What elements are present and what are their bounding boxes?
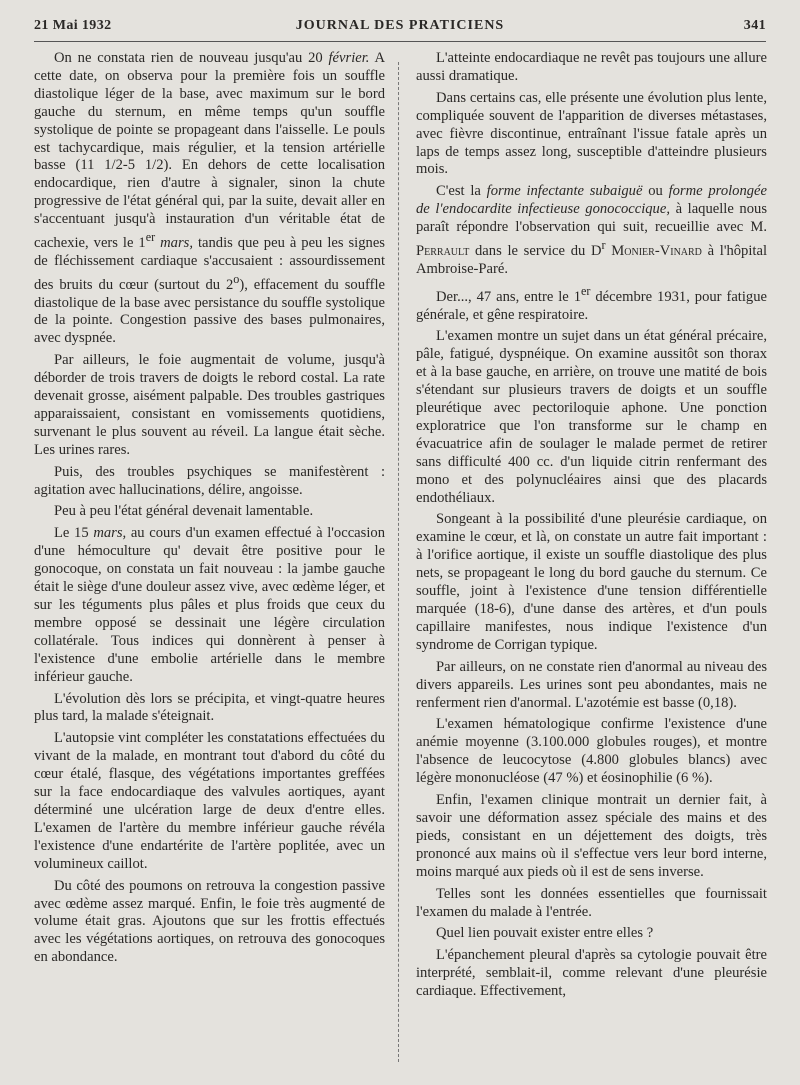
- paragraph: On ne constata rien de nouveau jusqu'au 20 février. A cette date, on observa pour la première fois un souffle diastolique léger de la base, avec maximum sur le bord gauche du sternum, en même temps qu'un souffle systolique de pointe se propageant dans l'aisselle. Le pouls est tachycardique, mais régulier, et la tension artérielle basse (11 1/2-5 1/2). En dehors de cette localisation endocardique, rien d'autre à signaler, sinon la chute progressive de l'état général qui, par la suite, devait aller en s'accentuant jusqu'à instauration d'un véritable état de cachexie, vers le 1er mars, tandis que peu à peu les signes de fléchissement cardiaque s'accusaient : assourdissement des bruits du cœur (surtout du 2$^o$), effacement du souffle diastolique de la base avec persistance du souffle systolique de la pointe. Congestion passive des bases pulmonaires, avec dyspnée.: [34, 50, 385, 347]
- paragraph: Enfin, l'examen clinique montrait un dernier fait, à savoir une déformation assez spéciale des mains et des pieds, consistant en un déjettement des doigts, très prononcé aux mains où il s'effectue vers leur bord interne, moins marqué aux pieds où il est de sens inverse.: [416, 792, 767, 880]
- paragraph: Du côté des poumons on retrouva la congestion passive avec œdème assez marqué. Enfin, le foie très augmenté de volume était gras. Ajoutons que sur les frottis effectués avec les végétations aortiques, on retrouva des gonocoques en abondance.: [34, 877, 385, 966]
- paragraph: Peu à peu l'état général devenait lamentable.: [54, 503, 314, 520]
- left-column: [34, 50, 385, 971]
- paragraph: L'atteinte endocardiaque ne revêt pas toujours une allure aussi dramatique.: [416, 50, 767, 84]
- paragraph: Par ailleurs, on ne constate rien d'anormal au niveau des divers appareils. Les urines sont peu abondantes, mais ne renferment rien d'anormal. L'azotémie est basse (0,18).: [416, 658, 767, 711]
- paragraph: Telles sont les données essentielles que fournissait l'examen du malade à l'entrée.: [416, 885, 767, 920]
- paragraph: L'épanchement pleural d'après sa cytologie pouvait être interprété, semblait-il, comme relevant d'une pleurésie cardiaque. Effectivement,: [416, 947, 767, 1000]
- issue-date: 21 Mai 1932: [34, 18, 112, 33]
- paragraph: Der..., 47 ans, entre le 1er décembre 1931, pour fatigue générale, et gêne respiratoire.: [416, 283, 767, 323]
- column-divider: [398, 62, 399, 1062]
- journal-title: JOURNAL DES PRATICIENS: [295, 18, 505, 33]
- paragraph: Puis, des troubles psychiques se manifestèrent : agitation avec hallucinations, délire, angoisse.: [34, 463, 385, 498]
- paragraph: C'est la forme infectante subaiguë ou forme prolongée de l'endocardite infectieuse gonococcique, à laquelle nous paraît répondre l'observation qui suit, recueillie avec M. Perrault dans le service du $D^r$ Monier-Vinard à l'hôpital Ambroise-Paré.: [416, 183, 768, 277]
- paragraph: L'évolution dès lors se précipita, et vingt-quatre heures plus tard, la malade s'éteignait.: [34, 690, 385, 725]
- paragraph: Quel lien pouvait exister entre elles ?: [436, 925, 654, 942]
- running-head: [34, 18, 766, 40]
- header-rule: [34, 41, 766, 42]
- right-column: [416, 50, 767, 1005]
- paragraph: L'autopsie vint compléter les constatations effectuées du vivant de la malade, en montrant tout d'abord du côté du cœur étalé, flasque, des végétations importantes greffées sur la face endocardiaque des valvules aortiques, ayant déterminé une ulcération large de deux d'entre elles. L'examen de l'artère du membre inférieur gauche révéla l'existence d'une endartérite de l'artère poplitée, avec un volumineux caillot.: [34, 730, 385, 872]
- paragraph: L'examen montre un sujet dans un état général précaire, pâle, fatigué, dyspnéique. On examine aussitôt son thorax et à la base gauche, en arrière, on trouve une matité de bois s'étendant sur plusieurs travers de doigts et un souffle pleurétique avec pectoriloquie aphone. Une ponction exploratrice que l'on transforme sur le champ en évacuatrice afin de soulager le malade permet de retirer sans difficulté 400 cc. d'un liquide citrin renfermant des mono et des polynucléaires ainsi que des placards endothéliaux.: [416, 328, 767, 506]
- paragraph: Songeant à la possibilité d'une pleurésie cardiaque, on examine le cœur, et là, on constate un autre fait important : à l'orifice aortique, il existe un souffle diastolique des plus nets, se propageant le long du bord gauche du sternum. Ce souffle, joint à l'existence d'une tension différentielle marquée (18-6), d'une danse des artères, et d'un pouls capillaire manifestes, nous indique l'existence d'un syndrome de Corrigan typique.: [416, 511, 767, 653]
- page-number: 341: [743, 18, 766, 33]
- paragraph: Par ailleurs, le foie augmentait de volume, jusqu'à déborder de trois travers de doigts le rebord costal. La rate devenait grosse, aisément palpable. Des troubles gastriques apparaissaient, consistant en vomissements quotidiens, survenant le plus souvent au réveil. La langue était sèche. Les urines rares.: [34, 352, 385, 458]
- paragraph: L'examen hématologique confirme l'existence d'une anémie moyenne (3.100.000 globules rouges), et montre l'absence de leucocytose (4.800 globules blancs) avec légère mononucléose (47 %) et éosinophilie (6 %).: [416, 716, 767, 787]
- paragraph: Dans certains cas, elle présente une évolution plus lente, compliquée souvent de l'apparition de diverses métastases, avec fièvre discontinue, entraînant l'issue fatale après un laps de temps assez long, susceptible d'atteindre plusieurs mois.: [416, 89, 767, 178]
- paragraph: Le 15 mars, au cours d'un examen effectué à l'occasion d'une hémoculture qu' devait être positive pour le gonocoque, on constata un fait nouveau : la jambe gauche était le siège d'une douleur assez vive, avec œdème léger, et sur les téguments plus pâles et plus froids que ceux du membre opposé se dessinait une légère circulation collatérale. Tous indices qui donnèrent à penser à l'existence d'une embolie artérielle dans le membre inférieur gauche.: [34, 525, 385, 685]
